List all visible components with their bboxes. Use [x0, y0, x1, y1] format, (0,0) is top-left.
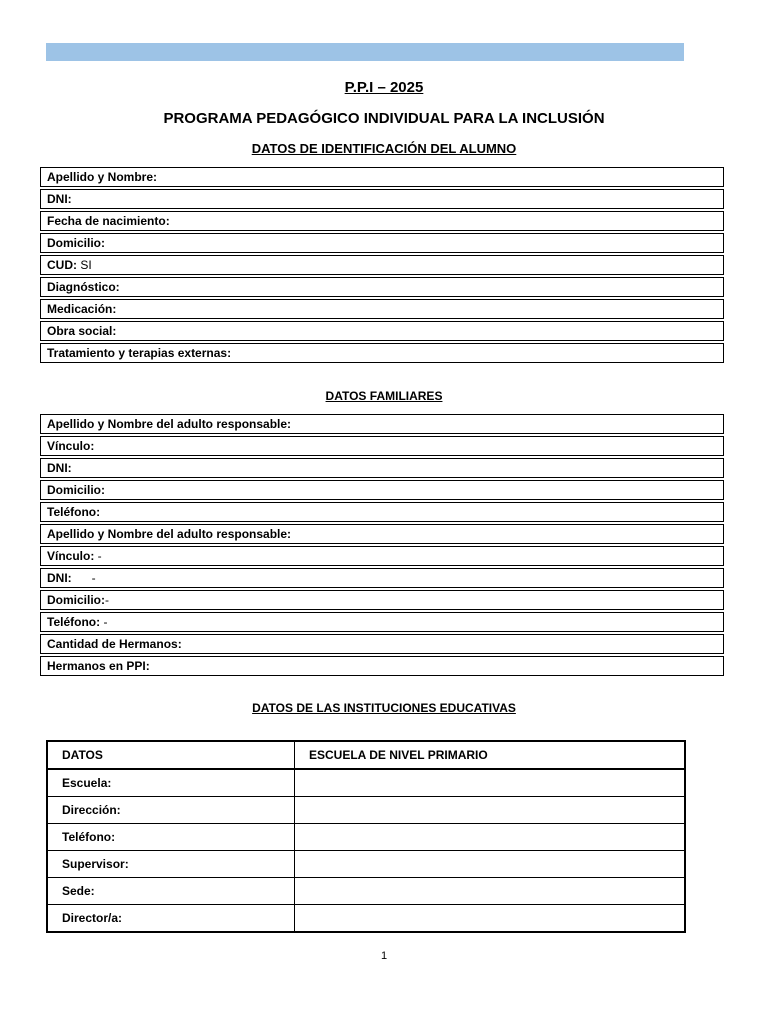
table-header-cell: DATOS: [47, 741, 295, 769]
row-label-supervisor: Supervisor:: [47, 851, 295, 878]
family-section-title: DATOS FAMILIARES: [325, 389, 443, 403]
field-guardian-dni-2[interactable]: DNI: -: [40, 568, 724, 588]
field-guardian-phone-2[interactable]: Teléfono: -: [40, 612, 724, 632]
table-row: [47, 797, 685, 824]
field-guardian-dni-1[interactable]: DNI:: [40, 458, 724, 478]
table-row: [47, 851, 685, 878]
field-birth-date[interactable]: Fecha de nacimiento:: [40, 211, 724, 231]
field-student-dni[interactable]: DNI:: [40, 189, 724, 209]
family-fields: [40, 414, 724, 678]
cell-sede-value[interactable]: [295, 878, 686, 905]
institutions-section-title: DATOS DE LAS INSTITUCIONES EDUCATIVAS: [252, 701, 516, 715]
document-title: P.P.I – 2025: [344, 79, 424, 96]
table-header-cell: ESCUELA DE NIVEL PRIMARIO: [295, 741, 686, 769]
cell-supervisor-value[interactable]: [295, 851, 686, 878]
cell-telefono-value[interactable]: [295, 824, 686, 851]
student-section-title: DATOS DE IDENTIFICACIÓN DEL ALUMNO: [251, 141, 517, 156]
cell-escuela-value[interactable]: [295, 769, 686, 797]
table-row: [47, 878, 685, 905]
field-relationship-1[interactable]: Vínculo:: [40, 436, 724, 456]
header-band: [46, 43, 684, 61]
cell-direccion-value[interactable]: [295, 797, 686, 824]
field-student-address[interactable]: Domicilio:: [40, 233, 724, 253]
document-subtitle: PROGRAMA PEDAGÓGICO INDIVIDUAL PARA LA INCLUSIÓN: [163, 110, 605, 127]
row-label-direccion: Dirección:: [47, 797, 295, 824]
field-health-insurance[interactable]: Obra social:: [40, 321, 724, 341]
row-label-sede: Sede:: [47, 878, 295, 905]
table-row: [47, 905, 685, 933]
cell-director-value[interactable]: [295, 905, 686, 933]
table-row: [47, 769, 685, 797]
field-guardian-address-2[interactable]: Domicilio:-: [40, 590, 724, 610]
table-row: [47, 824, 685, 851]
field-student-name[interactable]: Apellido y Nombre:: [40, 167, 724, 187]
field-external-therapies[interactable]: Tratamiento y terapias externas:: [40, 343, 724, 363]
field-relationship-2[interactable]: Vínculo: -: [40, 546, 724, 566]
field-siblings-count[interactable]: Cantidad de Hermanos:: [40, 634, 724, 654]
field-guardian-address-1[interactable]: Domicilio:: [40, 480, 724, 500]
page-number: 1: [380, 950, 388, 962]
field-guardian-phone-1[interactable]: Teléfono:: [40, 502, 724, 522]
row-label-escuela: Escuela:: [47, 769, 295, 797]
row-label-telefono: Teléfono:: [47, 824, 295, 851]
field-siblings-ppi[interactable]: Hermanos en PPI:: [40, 656, 724, 676]
table-header-row: [47, 741, 685, 769]
field-medication[interactable]: Medicación:: [40, 299, 724, 319]
field-cud[interactable]: CUD: SI: [40, 255, 724, 275]
institutions-table: [46, 740, 686, 933]
row-label-director: Director/a:: [47, 905, 295, 933]
field-diagnosis[interactable]: Diagnóstico:: [40, 277, 724, 297]
field-guardian-name-2[interactable]: Apellido y Nombre del adulto responsable:: [40, 524, 724, 544]
student-fields: [40, 167, 724, 365]
field-guardian-name-1[interactable]: Apellido y Nombre del adulto responsable:: [40, 414, 724, 434]
